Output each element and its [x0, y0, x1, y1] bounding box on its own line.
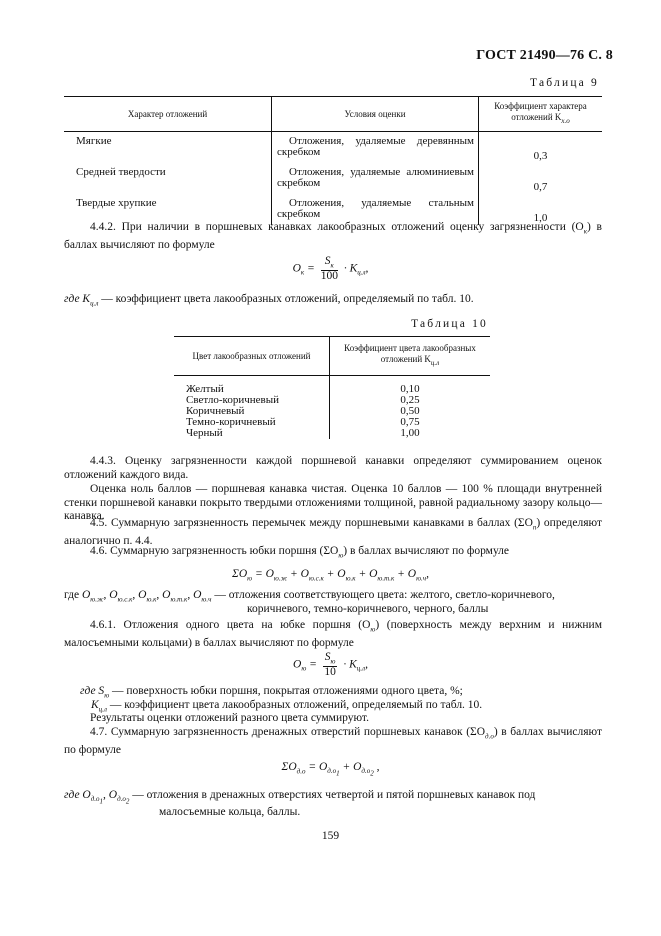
- table9-row: [64, 132, 602, 164]
- table10-cell-color: Коричневый: [186, 405, 245, 417]
- table9-header-type: Характер отложений: [127, 108, 208, 119]
- paragraph-4-4-3: 4.4.3. Оценку загрязненности каждой поршневой канавки определяют суммированием оценок отложений каждого вида.: [64, 455, 602, 481]
- where-kcl-2: $K_{ц.л}$ — коэффициент цвета лакообразных отложений, определяемый по табл. 10.: [91, 699, 483, 714]
- table9-cell-coef: 0,7: [533, 181, 548, 193]
- table9-cell-condition: Отложения, удаляемые алюминиевым скребком: [272, 163, 479, 194]
- paragraph-4-4-2: 4.4.2. При наличии в поршневых канавках лакообразных отложений оценку загрязненности $(O_к)$ в баллах вычисляют по формуле: [64, 221, 602, 251]
- table10-header-color: Цвет лакообразных отложений: [192, 350, 311, 361]
- table10-cell-coef: 0,50: [330, 406, 491, 417]
- where-skirt-terms-cont: коричневого, темно-коричневого, черного, баллы: [247, 603, 489, 615]
- table-9: [64, 96, 602, 225]
- paragraph-score: Оценка ноль баллов — поршневая канавка чистая. Оценка 10 баллов — 100 % площади внутренней стенки поршневой канавки покрыто твердыми отложениями толщиной, равной радиальному зазору кольцо—канавка.: [64, 483, 602, 522]
- table10-cell-coef: 0,25: [330, 395, 491, 406]
- where-drain: где $O_{д.о_1}$, $O_{д.о_2}$ — отложения в дренажных отверстиях четвертой и пятой поршневых канавок под: [64, 789, 536, 806]
- table9-cell-coef: 1,0: [533, 212, 548, 224]
- where-syu: где $S_ю$ — поверхность юбки поршня, покрытая отложениями одного цвета, %;: [80, 685, 463, 700]
- where-kcl: где $K_{ц.л}$ — коэффициент цвета лакообразных отложений, определяемый по табл. 10.: [64, 293, 474, 308]
- table10-cell-color: Черный: [186, 427, 223, 439]
- table10-cell-color: Светло-коричневый: [186, 394, 279, 406]
- where-skirt-terms: где $O_{ю.ж}$, $O_{ю.с.к}$, $O_{ю.к}$, $O_{ю.т.к}$, $O_{ю.ч}$ — отложения соответствующего цвета: желтого, светло-коричневого,: [64, 589, 555, 604]
- table10-cell-color: Желтый: [186, 383, 224, 395]
- formula-ok: $O_к$ = $\frac{S_к}{100}$ · $K_{ц.л}$,: [292, 255, 369, 283]
- formula-sum-skirt: $\Sigma O_ю = O_{ю.ж} + O_{ю.с.к} + O_{ю.к} + O_{ю.т.к} + O_{ю.ч}$,: [232, 568, 429, 583]
- paragraph-4-6-1: 4.6.1. Отложения одного цвета на юбке поршня $(O_ю)$ (поверхность между верхним и нижним малосъемными кольцами) в баллах вычисляют по формуле: [64, 619, 602, 649]
- table9-row: [64, 163, 602, 194]
- table10-cell-coef: 0,75: [330, 417, 491, 428]
- page-header: ГОСТ 21490—76 С. 8: [476, 48, 613, 63]
- where-drain-cont: малосъемные кольца, баллы.: [159, 806, 301, 818]
- page-number: 159: [321, 830, 340, 842]
- paragraph-results: Результаты оценки отложений разного цвета суммируют.: [90, 712, 369, 724]
- table9-cell-type: Твердые хрупкие: [76, 197, 157, 209]
- table10-cell-coef: 1,00: [330, 428, 491, 439]
- paragraph-4-7: 4.7. Суммарную загрязненность дренажных отверстий поршневых канавок $(\Sigma O_{д.о})$ в баллах вычисляют по формуле: [64, 726, 602, 756]
- table10-header-coef: Коэффициент цвета лакообразных отложений $K_{ц.л}$: [330, 337, 491, 376]
- table-10: [174, 336, 490, 439]
- formula-oyu: $O_ю$ = $\frac{S_ю}{10}$ · $K_{ц.л}$,: [293, 651, 368, 679]
- paragraph-4-5: 4.5. Суммарную загрязненность перемычек между поршневыми канавками в баллах $(\Sigma O_п)$ определяют аналогично п. 4.4.: [64, 517, 602, 547]
- table10-row: [174, 376, 490, 396]
- paragraph-4-6: 4.6. Суммарную загрязненность юбки поршня $(\Sigma O_ю)$ в баллах вычисляют по формуле: [90, 545, 510, 560]
- table10-caption: Таблица 10: [411, 318, 488, 330]
- table10-cell-color: Темно-коричневый: [186, 416, 276, 428]
- table9-header-coef: Коэффициент характера отложений $K_{х.о}$: [494, 101, 587, 125]
- table9-caption: Таблица 9: [530, 77, 599, 89]
- table9-cell-coef: 0,3: [533, 150, 548, 162]
- table10-row: [174, 428, 490, 439]
- table9-cell-type: Средней твердости: [76, 166, 166, 178]
- formula-sum-drain: $\Sigma O_{д.о} = O_{д.о_1} + O_{д.о_2}$ ,: [281, 761, 380, 778]
- table9-cell-condition: Отложения, удаляемые деревянным скребком: [272, 132, 479, 164]
- table9-header-condition: Условия оценки: [272, 97, 479, 132]
- table9-cell-type: Мягкие: [76, 135, 112, 147]
- table9-cell-condition: Отложения, удаляемые стальным скребком: [272, 194, 479, 225]
- table10-cell-coef: 0,10: [330, 376, 491, 396]
